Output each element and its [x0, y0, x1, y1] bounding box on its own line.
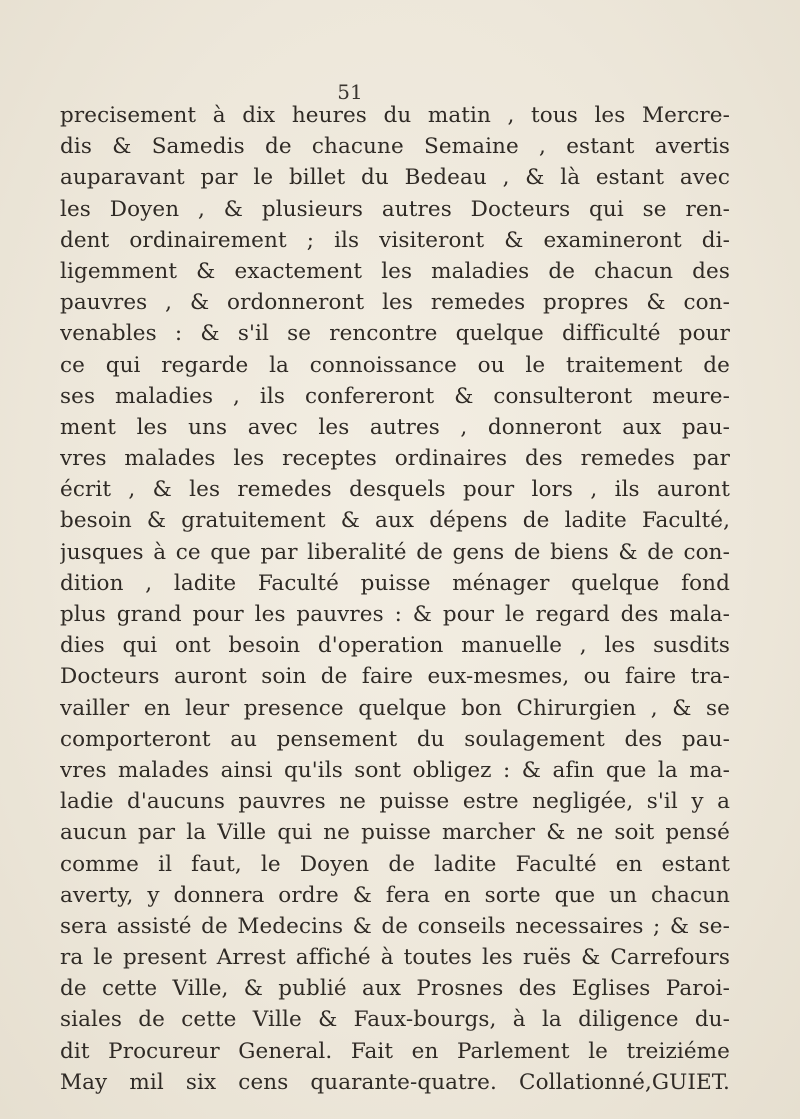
text-line: ment les uns avec les autres , donneront aux pau- — [60, 414, 730, 440]
text-line: comporteront au pensement du soulagement des pau- — [60, 726, 730, 752]
text-line: pauvres , & ordonneront les remedes propres & con- — [60, 290, 730, 316]
text-line: auparavant par le billet du Bedeau , & là estant avec — [60, 165, 730, 191]
text-line: ra le present Arrest affiché à toutes les ruës & Carrefours — [60, 945, 730, 971]
text-line: dies qui ont besoin d'operation manuelle , les susdits — [60, 633, 730, 659]
text-line: ladie d'aucuns pauvres ne puisse estre negligée, s'il y a — [60, 789, 730, 815]
text-line: dis & Samedis de chacune Semaine , estant avertis — [60, 134, 730, 160]
text-line: besoin & gratuitement & aux dépens de ladite Faculté, — [60, 508, 730, 534]
body-text — [60, 100, 730, 1098]
text-line: ce qui regarde la connoissance ou le traitement de — [60, 352, 730, 378]
text-line: sera assisté de Medecins & de conseils necessaires ; & se- — [60, 913, 730, 939]
text-line: plus grand pour les pauvres : & pour le regard des mala- — [60, 602, 730, 627]
text-line: vres malades les receptes ordinaires des remedes par — [60, 446, 730, 472]
text-line: venables : & s'il se rencontre quelque difficulté pour — [60, 321, 730, 347]
text-line: dition , ladite Faculté puisse ménager quelque fond — [60, 570, 730, 596]
text-line: averty, y donnera ordre & fera en sorte que un chacun — [60, 882, 730, 908]
text-line: siales de cette Ville & Faux-bourgs, à la diligence du- — [60, 1007, 730, 1033]
text-line: aucun par la Ville qui ne puisse marcher & ne soit pensé — [60, 820, 730, 846]
text-line: de cette Ville, & publié aux Prosnes des Eglises Paroi- — [60, 976, 730, 1002]
text-line: vailler en leur presence quelque bon Chirurgien , & se — [60, 695, 730, 721]
text-line: écrit , & les remedes desquels pour lors , ils auront — [60, 477, 730, 503]
text-line: jusques à ce que par liberalité de gens de biens & de con- — [60, 539, 730, 565]
text-line: May mil six cens quarante-quatre. Collationné,GUIET. — [60, 1069, 730, 1095]
text-line: dent ordinairement ; ils visiteront & examineront di- — [60, 227, 730, 253]
text-line: precisement à dix heures du matin , tous les Mercre- — [60, 103, 730, 128]
text-line: dit Procureur General. Fait en Parlement le treiziéme — [60, 1038, 730, 1064]
page-number: 51 — [337, 80, 363, 104]
text-line: les Doyen , & plusieurs autres Docteurs qui se ren- — [60, 196, 730, 222]
text-line: vres malades ainsi qu'ils sont obligez : & afin que la ma- — [60, 757, 730, 783]
text-line: comme il faut, le Doyen de ladite Faculté en estant — [60, 851, 730, 877]
text-line: Docteurs auront soin de faire eux-mesmes, ou faire tra- — [60, 664, 730, 690]
text-line: ses maladies , ils confereront & consulteront meure- — [60, 383, 730, 409]
text-line: ligemment & exactement les maladies de chacun des — [60, 258, 730, 284]
